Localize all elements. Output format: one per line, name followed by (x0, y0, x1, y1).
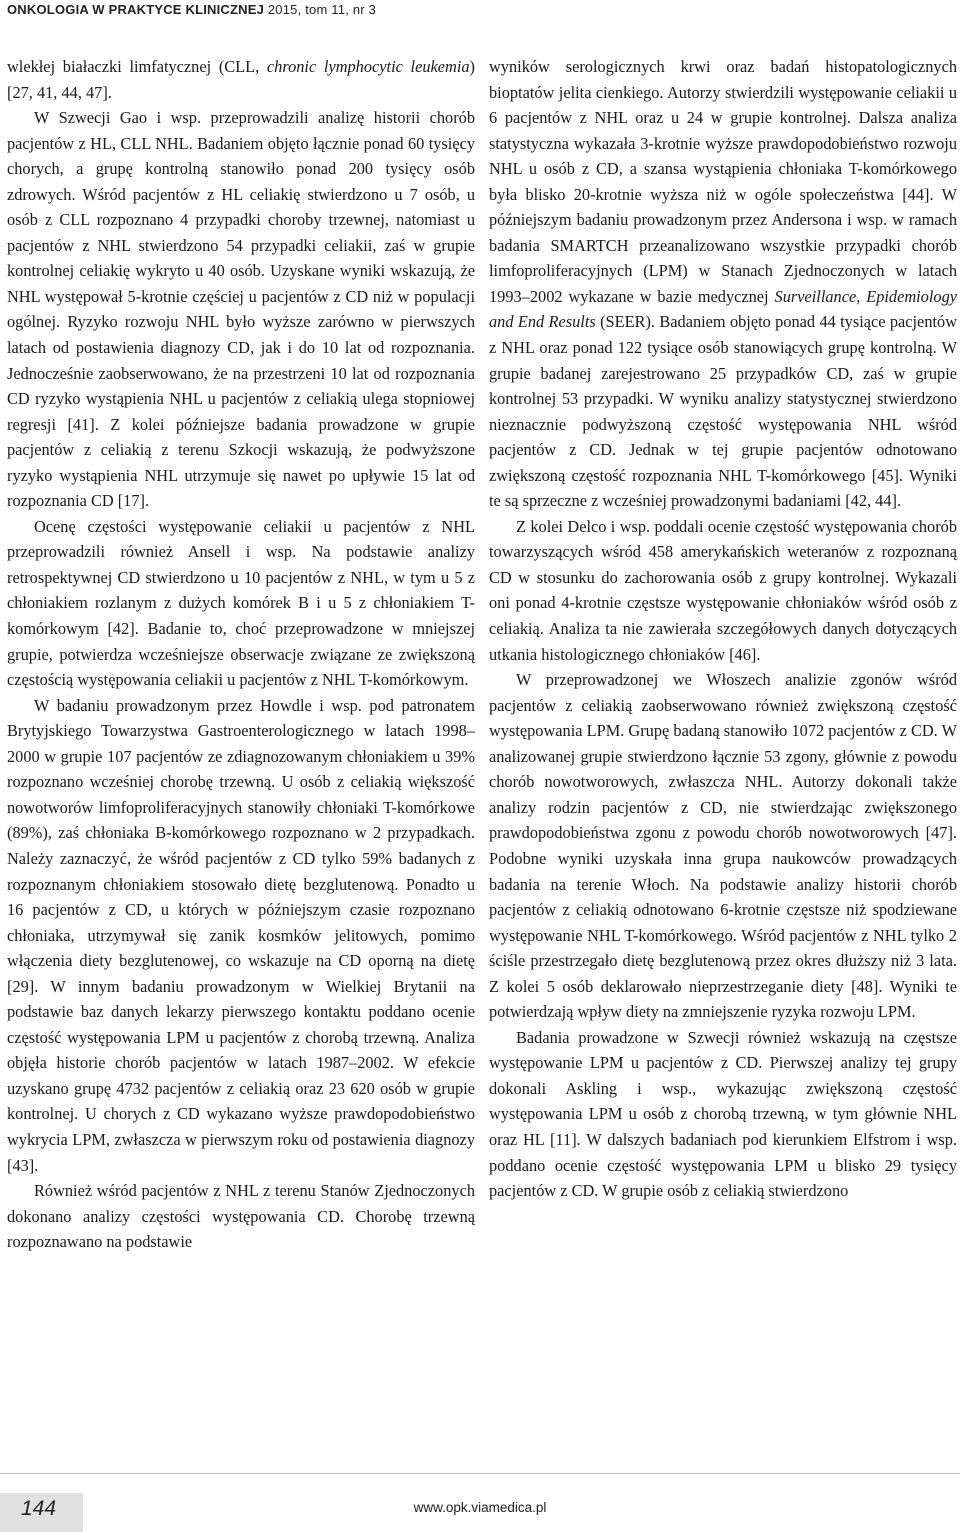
footer-url-link[interactable]: www.opk.viamedica.pl (413, 1500, 547, 1515)
text-run: wlekłej białaczki limfatycznej (CLL, (7, 57, 267, 76)
italic-term: chronic lymphocytic leukemia (266, 57, 470, 76)
text-run: wyników serologicznych krwi oraz badań histopatologicznych bioptatów jelita cienkiego. Autorzy stwierdzili występowanie celiakii u 6 pacjentów z NHL oraz u 24 w grupie kontrolnej. Dalsza analiza statystyczna wykazała 3-krotnie wyższe prawdopodobieństwo rozwoju NHL u osób z CD, a szansa wystąpienia chłoniaka T-komórkowego była blisko 20-krotnie wyższa niż w ogóle społeczeństwa [44]. W późniejszym badaniu prowadzonym przez Andersona i wsp. w ramach badania SMARTCH przeanalizowano wszystkie przypadki chorób limfoproliferacyjnych (LPM) w Stanach Zjednoczonych w latach 1993–2002 wykazane w bazie medycznej (489, 57, 957, 306)
page-number: 144 (21, 1497, 57, 1520)
paragraph: Ocenę częstości występowanie celiakii u pacjentów z NHL przeprowadzili również Ansell i wsp. Na podstawie analizy retrospektywnej CD stwierdzono u 10 pacjentów z NHL, w tym u 5 z chłoniakiem rozlanym z dużych komórek B i u 5 z chłoniakiem T-komórkowym [42]. Badanie to, choć przeprowadzone w mniejszej grupie, potwierdza wcześniejsze obserwacje związane ze zwiększoną częstością występowania celiakii u pacjentów z NHL T-komórkowym. (7, 516, 475, 690)
paragraph: W przeprowadzonej we Włoszech analizie zgonów wśród pacjentów z celiakią zaobserwowano również zwiększoną częstość występowania LPM. Grupę badaną stanowiło 1072 pacjentów z CD. W analizowanej grupie stwierdzono łącznie 53 zgony, głównie z powodu chorób nowotworowych, zwłaszcza NHL. Autorzy dokonali także analizy rodzin pacjentów z CD, nie stwierdzając zwiększonego prawdopodobieństwa zgonu z powodu chorób nowotworowych [47]. Podobne wyniki uzyskała inna grupa naukowców prowadzących badania na terenie Włoch. Na podstawie analizy historii chorób pacjentów z celiakią odnotowano 6-krotnie częstsze niż spodziewane występowanie NHL T-komórkowego. Wśród pacjentów z NHL tylko 2 ściśle przestrzegało dietę bezglutenową przez okres dłuższy niż 3 lata. Z kolei 5 osób deklarowało nieprzestrzeganie diety [48]. Wyniki te potwierdzają wpływ diety na zmniejszenie ryzyka rozwoju LPM. (489, 670, 957, 1022)
italic-term: Surveillance, Epidemiology and End Results (489, 286, 957, 332)
issue-info: 2015, tom 11, nr 3 (264, 2, 377, 17)
paragraph: W badaniu prowadzonym przez Howdle i wsp. pod patronatem Brytyjskiego Towarzystwa Gastroenterologicznego w latach 1998–2000 w grupie 107 pacjentów ze zdiagnozowanym chłoniakiem u 39% rozpoznano wcześniej chorobę trzewną. U osób z celiakią większość nowotworów limfoproliferacyjnych stanowiły chłoniaki T-komórkowe (89%), zaś chłoniaka B-komórkowego rozpoznano w 2 przypadkach. Należy zaznaczyć, że wśród pacjentów z CD tylko 59% badanych z rozpoznanym chłoniakiem stosowało dietę bezglutenową. Ponadto u 16 pacjentów z CD, u których w późniejszym czasie rozpoznano chłoniaka, utrzymywał się zanik kosmków jelitowych, pomimo włączenia diety bezglutenowej, co wskazuje na CD oporną na dietę [29]. W innym badaniu prowadzonym w Wielkiej Brytanii na podstawie baz danych lekarzy pierwszego kontaktu poddano ocenie częstość występowania LPM u pacjentów z chorobą trzewną. Analiza objęła historie chorób pacjentów w latach 1987–2002. W efekcie uzyskano grupę 4732 pacjentów z celiakią oraz 23 620 osób w grupie kontrolnej. U chorych z CD wykazano wyższe prawdopodobieństwo wykrycia LPM, zwłaszcza w pierwszym roku od postawienia diagnozy [43]. (7, 695, 475, 1175)
paragraph: Również wśród pacjentów z NHL z terenu Stanów Zjednoczonych dokonano analizy częstości występowania CD. Chorobę trzewną rozpoznawano na podstawie (7, 1181, 475, 1252)
paragraph (489, 54, 957, 514)
text-run: (SEER). Badaniem objęto ponad 44 tysiące pacjentów z NHL oraz ponad 122 tysiące osób stanowiących grupę kontrolną. W grupie badanej zarejestrowano 25 przypadków CD, zaś w grupie kontrolnej 53 przypadki. W wyniku analizy statystycznej stwierdzono nieznacznie podwyższoną częstość występowania NHL wśród pacjentów z CD. Jednak w tej grupie pacjentów odnotowano zwiększoną częstość rozpoznania NHL T-komórkowego [45]. Wyniki te są sprzeczne z wcześniej prowadzonymi badaniami [42, 44]. (489, 312, 958, 511)
paragraph: W Szwecji Gao i wsp. przeprowadzili analizę historii chorób pacjentów z HL, CLL NHL. Badaniem objęto łącznie ponad 60 tysięcy chorych, a grupę kontrolną stanowiło ponad 200 tysięcy osób zdrowych. Wśród pacjentów z HL celiakię stwierdzono u 7 osób, u osób z CLL rozpoznano 4 przypadki choroby trzewnej, natomiast u pacjentów z NHL stwierdzono 54 przypadki celiakii, zaś w grupie kontrolnej celiakię wykryto u 40 osób. Uzyskane wyniki wskazują, że NHL występował 5-krotnie częściej u pacjentów z CD niż w populacji ogólnej. Ryzyko rozwoju NHL było wyższe zarówno w pierwszych latach od postawienia diagnozy CD, jak i do 10 lat od rozpoznania. Jednocześnie zaobserwowano, że na przestrzeni 10 lat od rozpoznania CD ryzyko wystąpienia NHL u pacjentów z celiakią ulega stopniowej regresji [41]. Z kolei późniejsze badania prowadzone w grupie pacjentów z celiakią z terenu Szkocji wskazują, że podwyższone ryzyko wystąpienia NHL utrzymuje się nawet po upływie 15 lat od rozpoznania CD [17]. (7, 108, 475, 511)
left-column (7, 54, 475, 1255)
footer-divider (0, 1473, 960, 1474)
right-column (489, 54, 957, 1204)
paragraph: Z kolei Delco i wsp. poddali ocenie częstość występowania chorób towarzyszących wśród 458 amerykańskich weteranów z rozpoznaną CD w stosunku do zachorowania osób z grupy kontrolnej. Wykazali oni ponad 4-krotnie częstsze występowanie chłoniaków wśród osób z celiakią. Analiza ta nie zawierała szczegółowych danych dotyczących utkania histologicznego chłoniaków [46]. (489, 516, 957, 664)
paragraph (7, 54, 475, 105)
journal-title: ONKOLOGIA W PRAKTYCE KLINICZNEJ (7, 2, 265, 17)
paragraph: Badania prowadzone w Szwecji również wskazują na częstsze występowanie LPM u pacjentów z CD. Pierwszej analizy tej grupy dokonali Askling i wsp., wykazując zwiększoną częstość występowania LPM u osób z chorobą trzewną, w tym głównie NHL oraz HL [11]. W dalszych badaniach pod kierunkiem Elfstrom i wsp. poddano ocenie częstość występowania LPM u blisko 29 tysięcy pacjentów z CD. W grupie osób z celiakią stwierdzono (489, 1027, 957, 1201)
running-header (7, 2, 376, 17)
text-run: ) [27, 41, 44, 47]. (7, 57, 475, 102)
